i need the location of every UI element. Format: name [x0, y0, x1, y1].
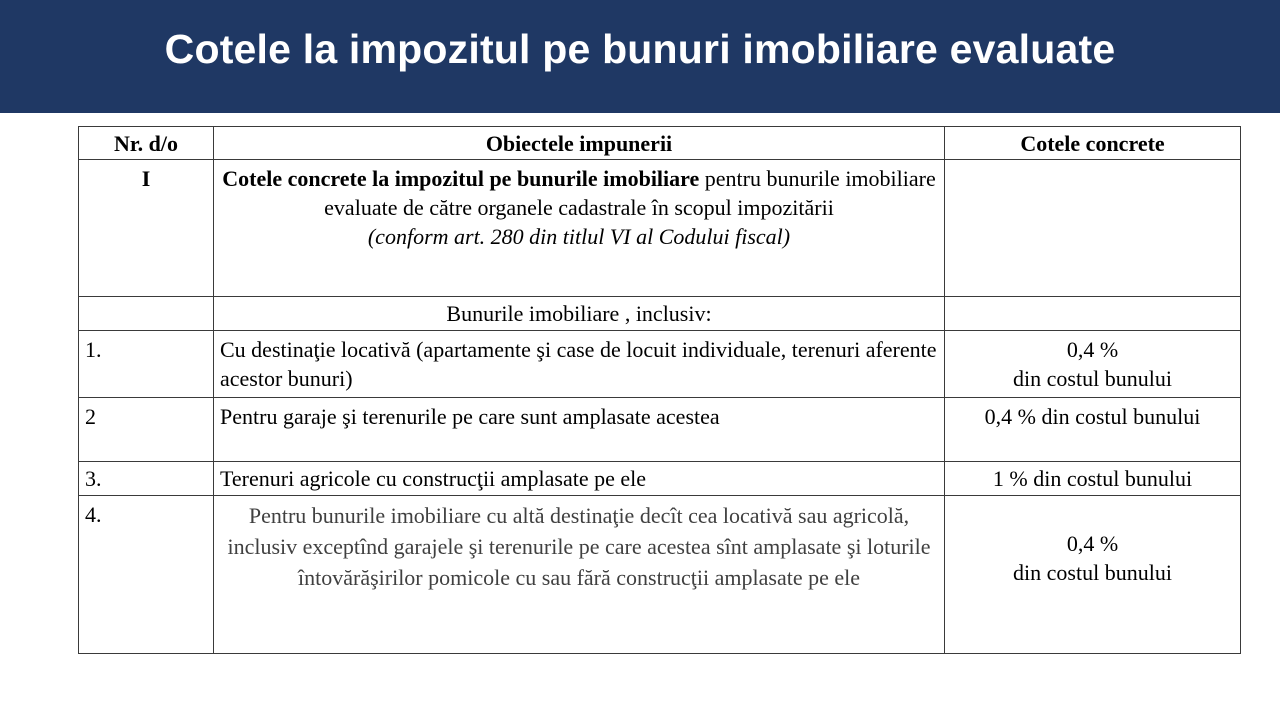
- section-bold-text: Cotele concrete la impozitul pe bunurile imobiliare: [222, 166, 700, 191]
- page-title: Cotele la impozitul pe bunuri imobiliare evaluate: [164, 26, 1116, 72]
- row-object: Terenuri agricole cu construcţii amplasate pe ele: [214, 462, 945, 496]
- title-banner: [0, 0, 1280, 113]
- section-description: [214, 160, 945, 297]
- subheading-row: [79, 297, 1241, 331]
- subheading-rate-empty: [945, 297, 1241, 331]
- header-number: Nr. d/o: [79, 127, 214, 160]
- section-text: pentru bunurile imobiliare evaluate de către organele cadastrale în scopul impozitării: [324, 166, 936, 220]
- section-rate-empty: [945, 160, 1241, 297]
- row-rate: [945, 496, 1241, 654]
- row-rate-line2: din costul bunului: [1013, 560, 1172, 585]
- row-rate-line1: 0,4 %: [1066, 337, 1119, 362]
- row-rate-line2: din costul bunului: [1013, 366, 1172, 391]
- row-rate-line1: 0,4 %: [1066, 531, 1119, 556]
- table-row: [79, 398, 1241, 462]
- table-row: [79, 462, 1241, 496]
- table-header-row: [79, 127, 1241, 160]
- header-objects: Obiectele impunerii: [214, 127, 945, 160]
- row-object: Cu destinaţie locativă (apartamente şi case de locuit individuale, terenuri aferente acestor bunuri): [214, 331, 945, 398]
- subheading-number-empty: [79, 297, 214, 331]
- header-rates: Cotele concrete: [945, 127, 1241, 160]
- subheading-text: Bunurile imobiliare , inclusiv:: [214, 297, 945, 331]
- tax-rates-table: [78, 126, 1241, 654]
- row-number: 1.: [79, 331, 214, 398]
- row-number: 2: [79, 398, 214, 462]
- section-italic-note: (conform art. 280 din titlul VI al Codului fiscal): [367, 224, 791, 249]
- row-number: 4.: [79, 496, 214, 654]
- row-rate: 1 % din costul bunului: [945, 462, 1241, 496]
- section-row: [79, 160, 1241, 297]
- section-number: I: [79, 160, 214, 297]
- row-object: Pentru bunurile imobiliare cu altă destinaţie decît cea locativă sau agricolă, inclusiv exceptînd garajele şi terenurile pe care acestea sînt amplasate şi loturile întovărăşirilor pomicole cu sau fără construcţii amplasate pe ele: [214, 496, 945, 654]
- row-object: Pentru garaje şi terenurile pe care sunt amplasate acestea: [214, 398, 945, 462]
- row-rate: [945, 331, 1241, 398]
- row-number: 3.: [79, 462, 214, 496]
- table-row: [79, 496, 1241, 654]
- row-rate: 0,4 % din costul bunului: [945, 398, 1241, 462]
- table-row: [79, 331, 1241, 398]
